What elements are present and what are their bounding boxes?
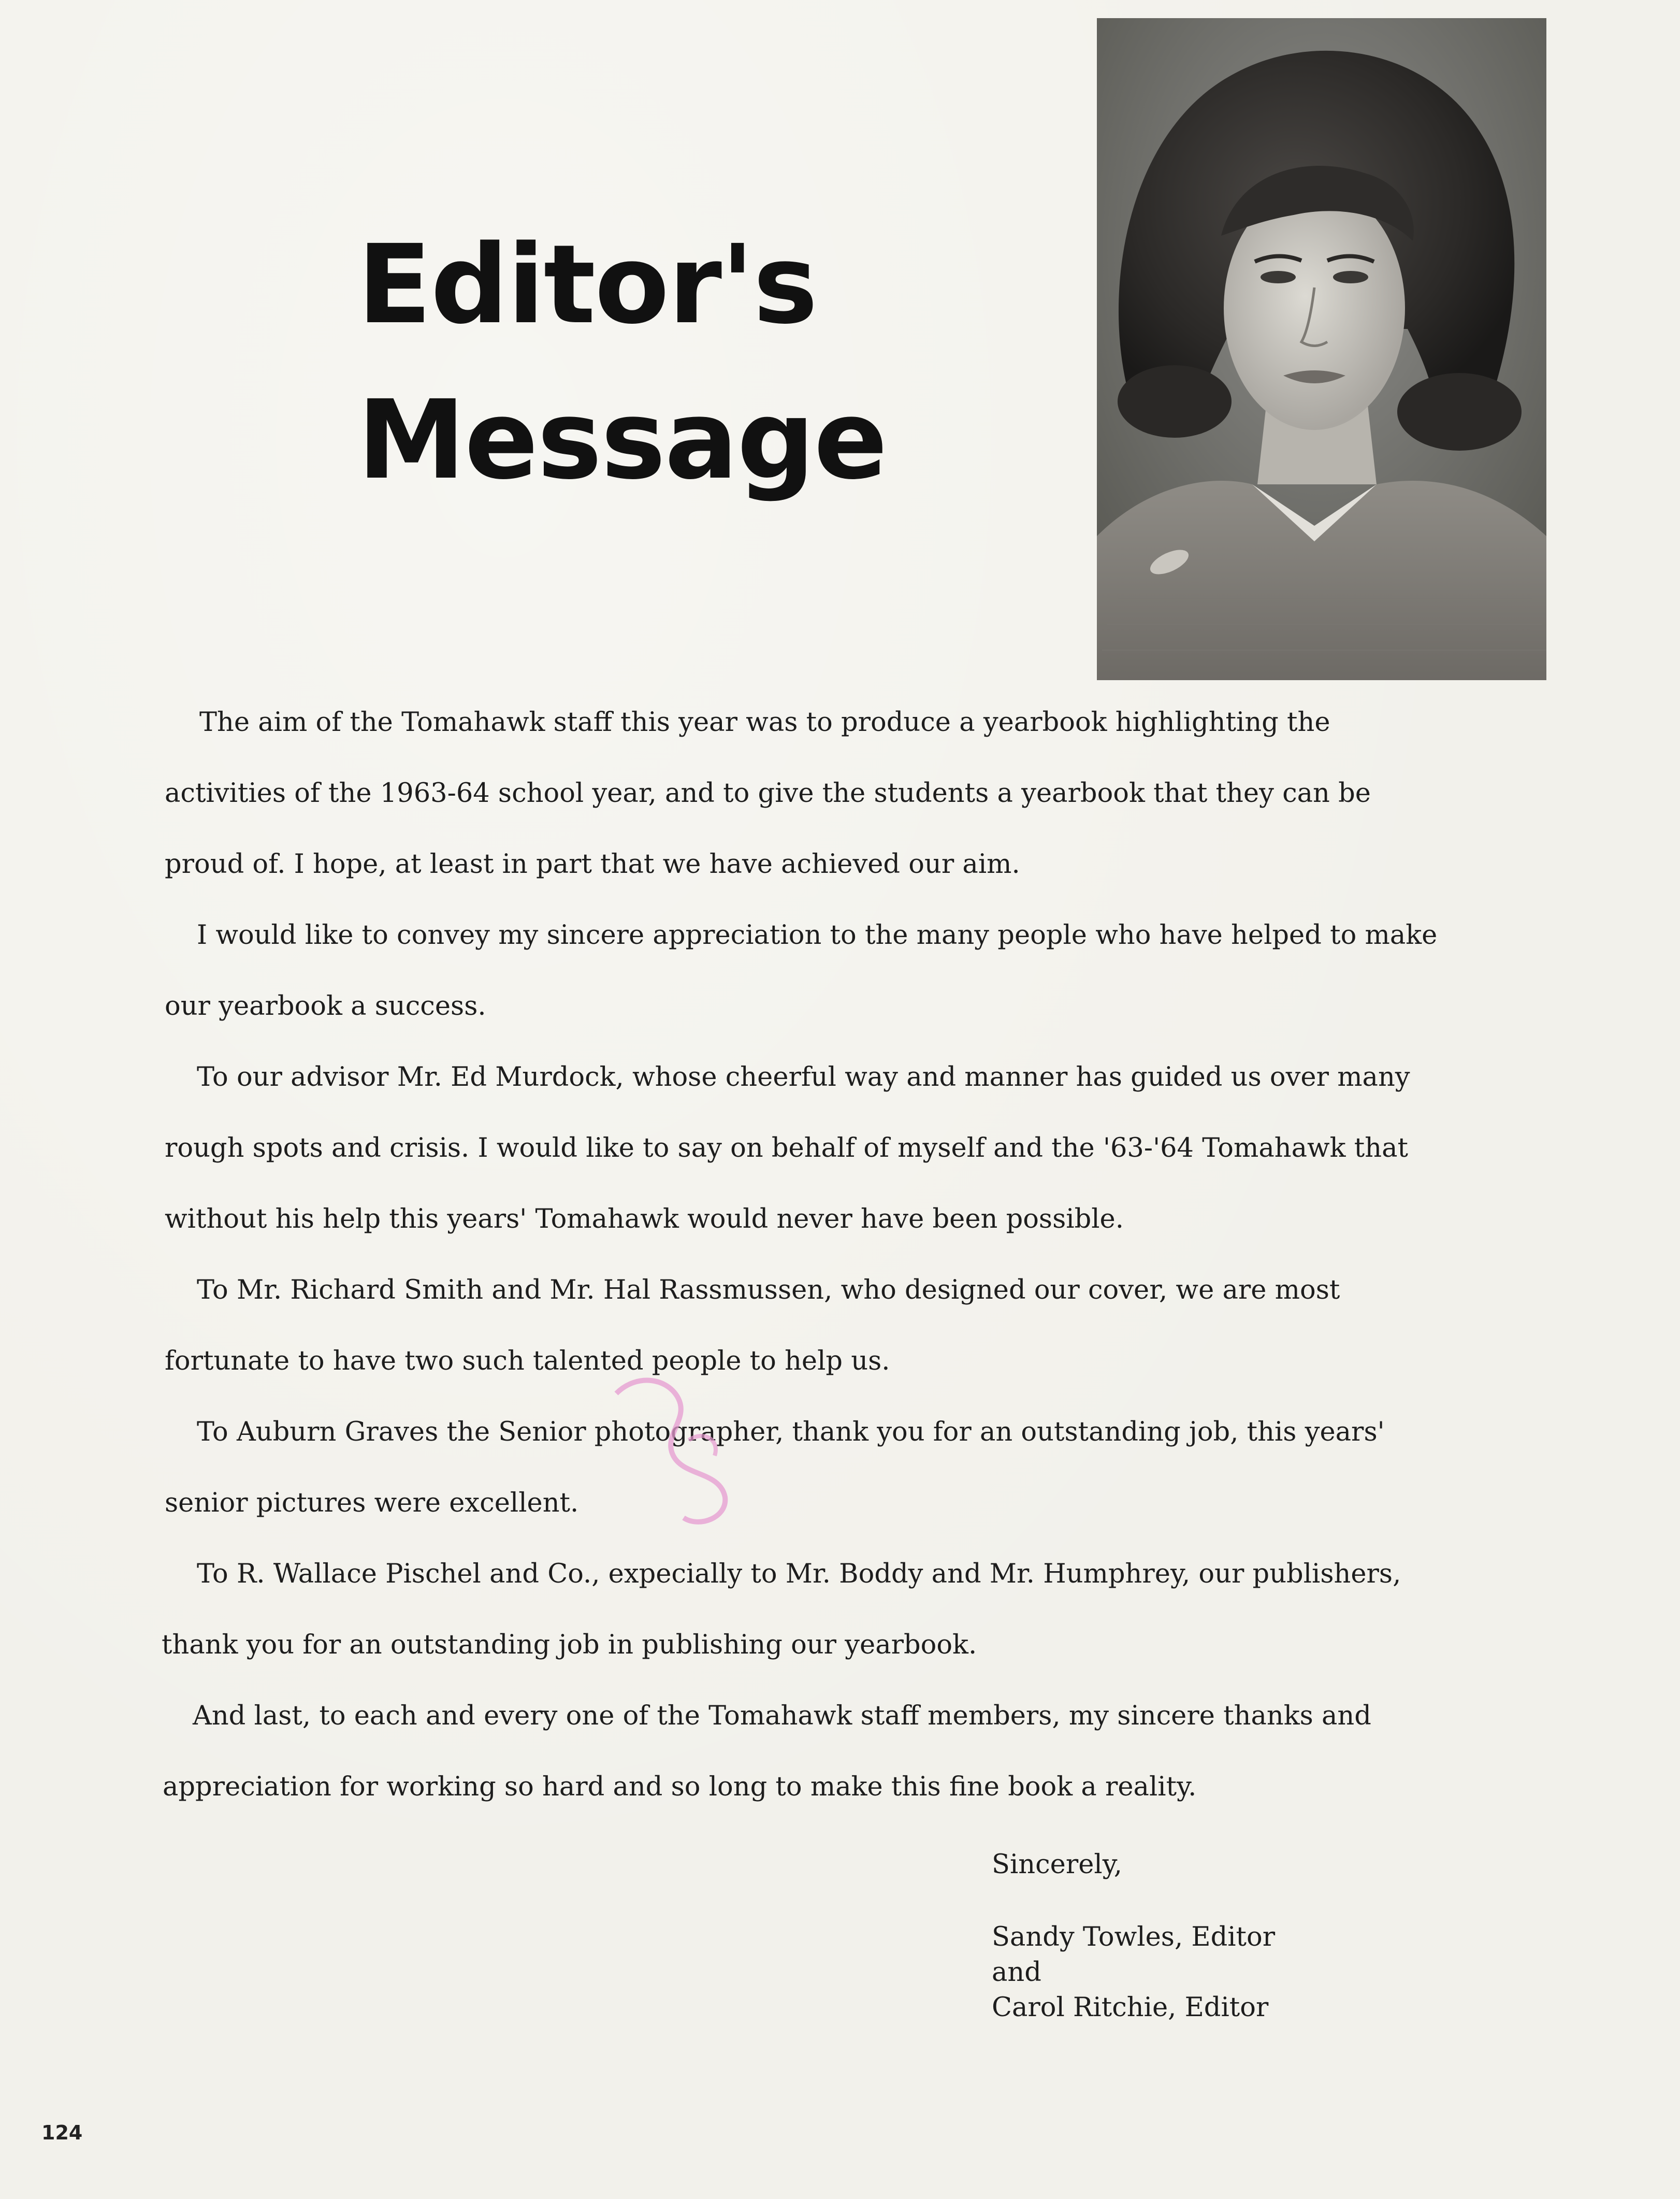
paragraph-5-line-1: To Auburn Graves the Senior photographer, thank you for an outstanding job, this years' [197, 1417, 1385, 1447]
signer-1: Sandy Towles, Editor [992, 1922, 1276, 1952]
pink-ink-mark-icon [596, 1362, 751, 1533]
title-line-1: Editor's [357, 221, 817, 348]
paragraph-2-line-1: I would like to convey my sincere appreciation to the many people who have helped to make [197, 920, 1438, 951]
title-line-2: Message [357, 377, 887, 504]
signer-conjunction: and [992, 1957, 1041, 1988]
paragraph-7-line-2: appreciation for working so hard and so long to make this fine book a reality. [163, 1772, 1197, 1802]
portrait-photo-icon [1097, 18, 1546, 680]
editor-portrait-photo [1097, 18, 1546, 680]
paragraph-3-line-1: To our advisor Mr. Ed Murdock, whose cheerful way and manner has guided us over many [197, 1062, 1410, 1093]
page-number: 124 [41, 2121, 83, 2144]
signer-2: Carol Ritchie, Editor [992, 1992, 1269, 2023]
paragraph-1-line-2: activities of the 1963-64 school year, and to give the students a yearbook that they can be [165, 778, 1371, 809]
paragraph-6-line-1: To R. Wallace Pischel and Co., expecially to Mr. Boddy and Mr. Humphrey, our publishers, [197, 1559, 1401, 1589]
paragraph-4-line-1: To Mr. Richard Smith and Mr. Hal Rassmussen, who designed our cover, we are most [197, 1275, 1340, 1305]
paragraph-3-line-2: rough spots and crisis. I would like to say on behalf of myself and the '63-'64 Tomahawk that [165, 1133, 1409, 1163]
paragraph-1-line-1: The aim of the Tomahawk staff this year was to produce a yearbook highlighting the [199, 707, 1330, 738]
paragraph-6-line-2: thank you for an outstanding job in publishing our yearbook. [162, 1630, 977, 1660]
paragraph-3-line-3: without his help this years' Tomahawk would never have been possible. [165, 1204, 1124, 1234]
page-title [357, 207, 887, 518]
paragraph-7-line-1: And last, to each and every one of the Tomahawk staff members, my sincere thanks and [193, 1701, 1371, 1731]
paragraph-2-line-2: our yearbook a success. [165, 991, 486, 1022]
closing-salutation: Sincerely, [992, 1849, 1122, 1880]
paragraph-5-line-2: senior pictures were excellent. [165, 1488, 579, 1518]
paragraph-1-line-3: proud of. I hope, at least in part that we have achieved our aim. [165, 849, 1020, 880]
paragraph-4-line-2: fortunate to have two such talented people to help us. [165, 1346, 890, 1376]
